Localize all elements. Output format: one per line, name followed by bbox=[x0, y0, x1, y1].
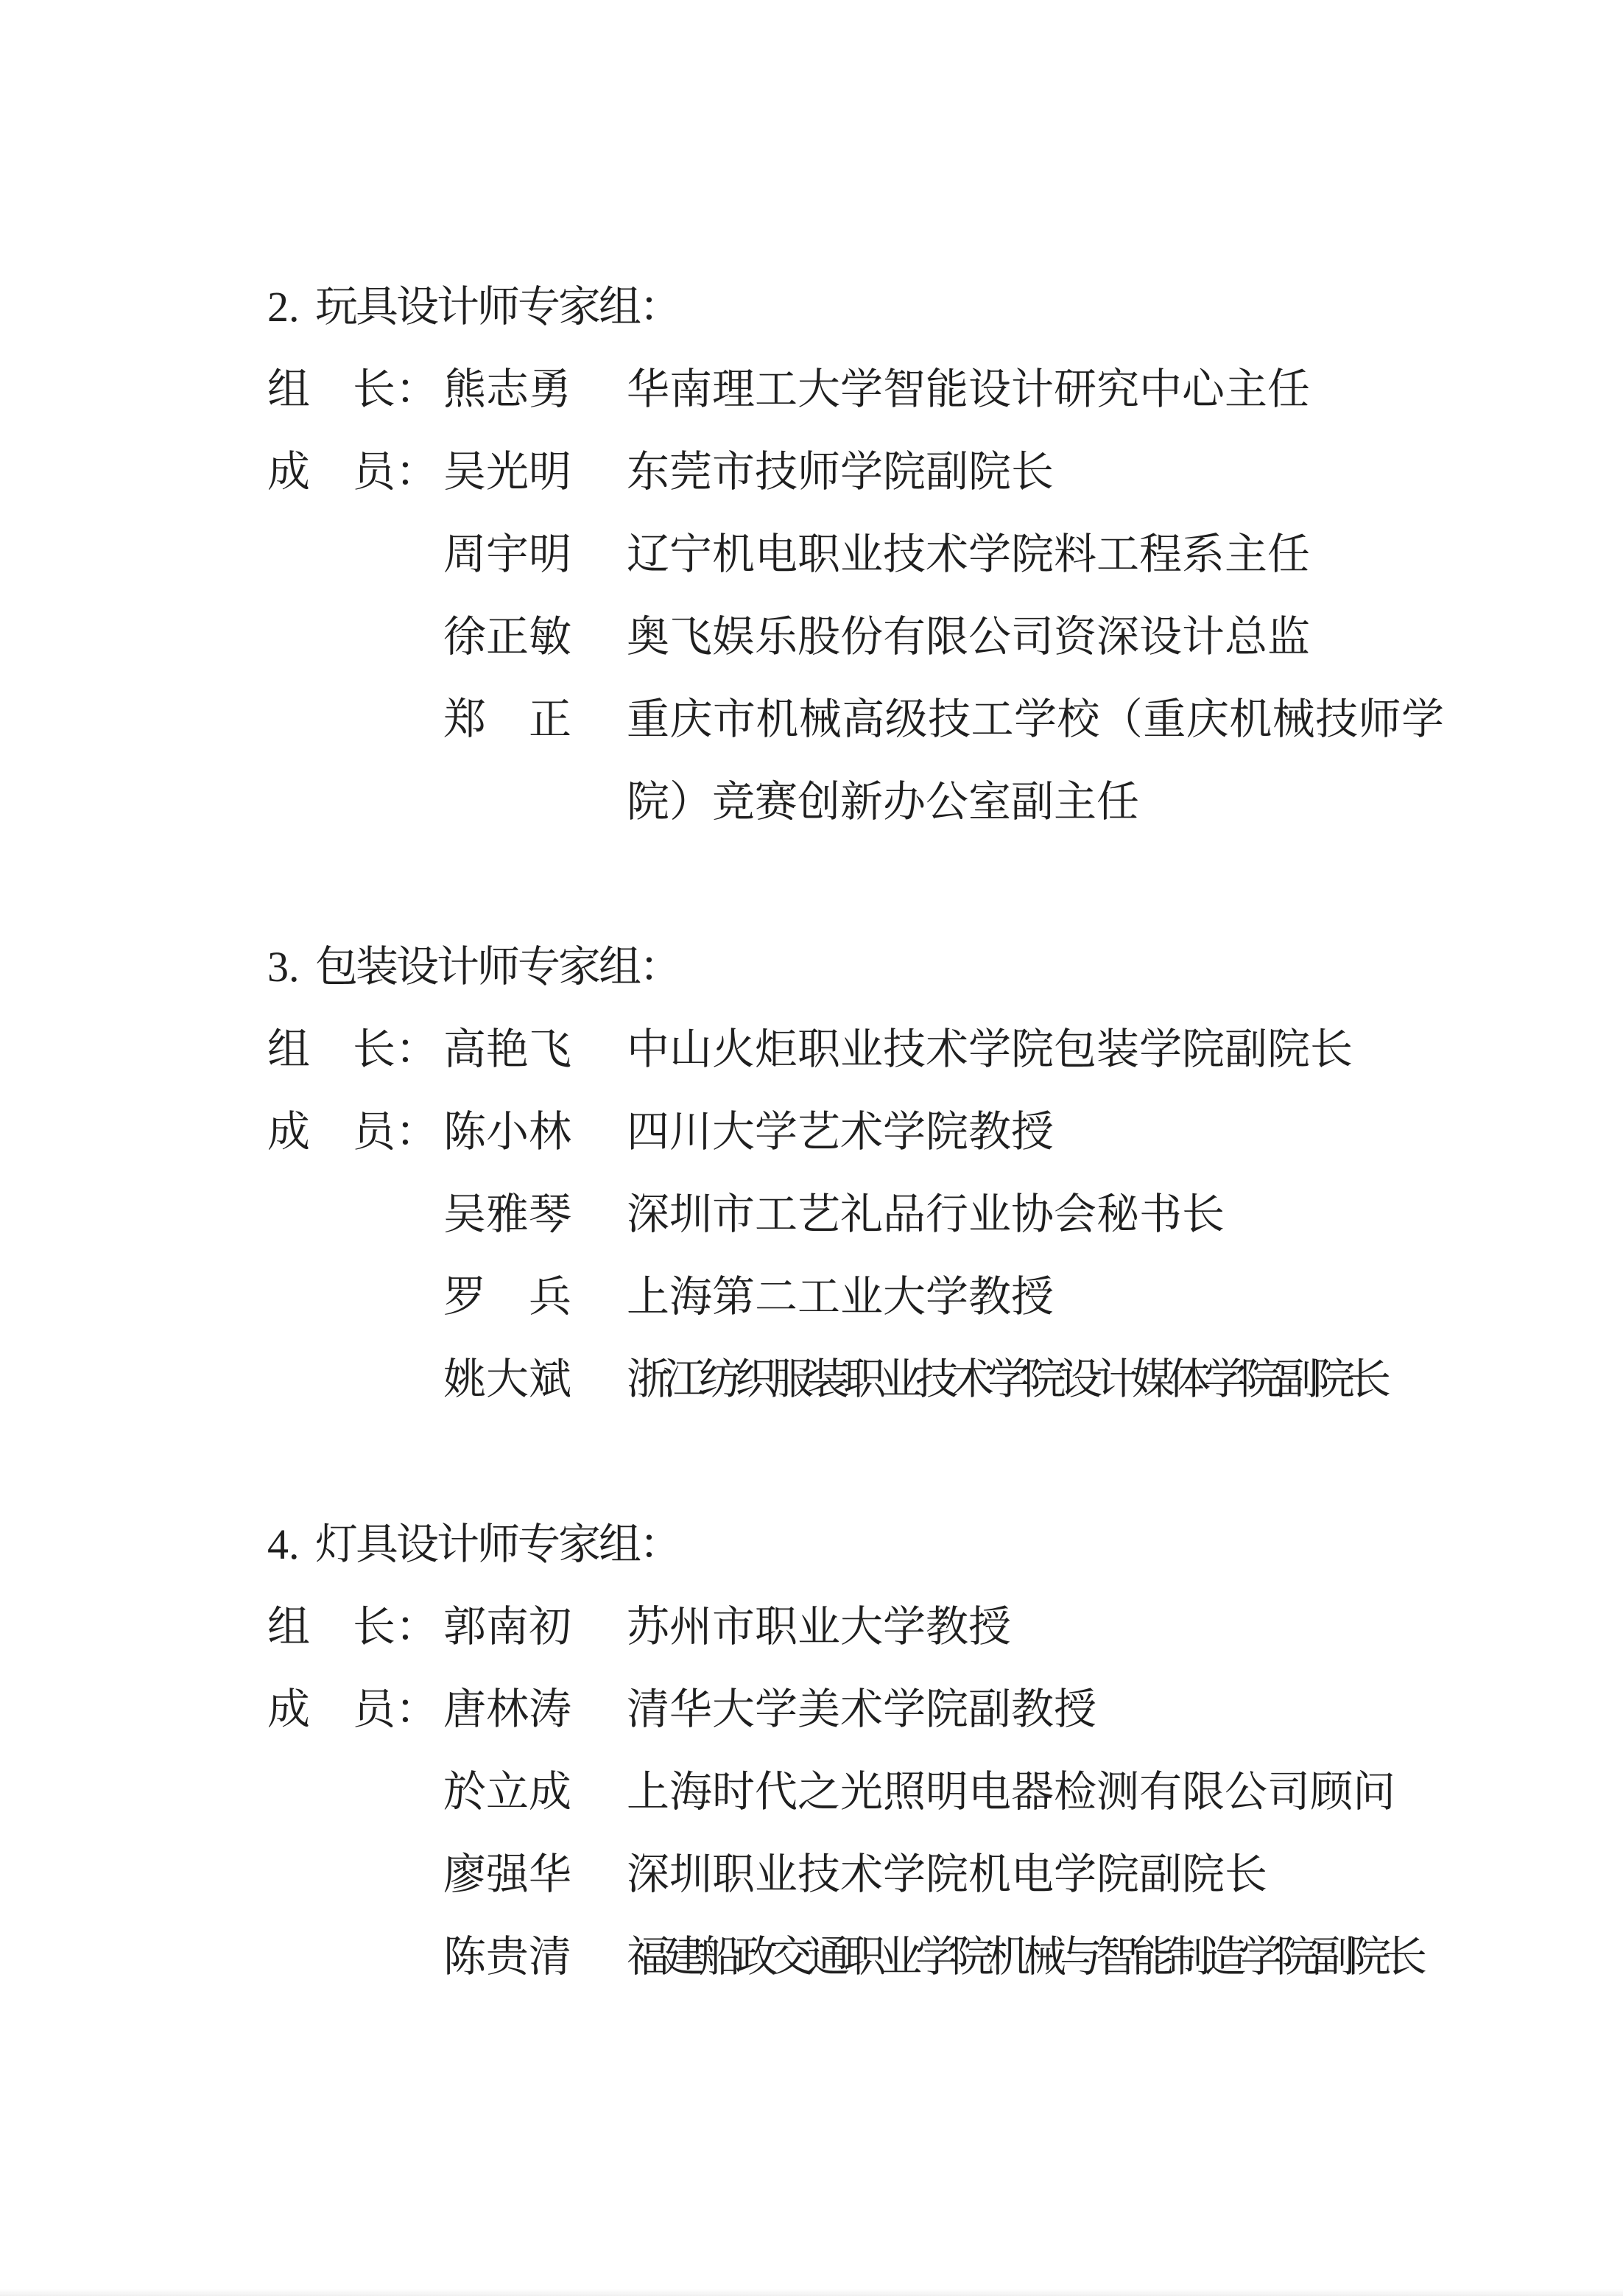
member-institution: 辽宁机电职业技术学院料工程系主任 bbox=[627, 530, 1311, 578]
member-name: 熊志勇 bbox=[443, 365, 572, 413]
group-heading-number: 4. bbox=[267, 1520, 300, 1568]
member-name: 郑正 bbox=[443, 695, 571, 743]
group-heading bbox=[267, 266, 1623, 348]
role-label: 组 长： bbox=[267, 365, 439, 413]
member-institution: 深圳市工艺礼品行业协会秘书长 bbox=[627, 1190, 1225, 1238]
member-name: 徐正敏 bbox=[443, 613, 572, 661]
expert-row bbox=[267, 1008, 1623, 1091]
group-heading bbox=[267, 1503, 1623, 1586]
expert-row bbox=[267, 678, 1623, 843]
member-name: 罗兵 bbox=[443, 1273, 571, 1321]
group-rows bbox=[267, 348, 1623, 843]
role-label: 成 员： bbox=[267, 1108, 439, 1156]
member-institution: 中山火炬职业技术学院包装学院副院长 bbox=[627, 1025, 1353, 1073]
member-institution: 华南理工大学智能设计研究中心主任 bbox=[627, 365, 1311, 413]
member-institution: 福建船政交通职业学院机械与智能制造学院副院长 bbox=[627, 1933, 1421, 1981]
member-institution: 苏州市职业大学教授 bbox=[627, 1603, 1012, 1651]
expert-row bbox=[267, 596, 1623, 678]
group-rows bbox=[267, 1008, 1623, 1421]
expert-row bbox=[267, 1916, 1623, 1998]
role-label: 成 员： bbox=[267, 1685, 439, 1733]
expert-row bbox=[267, 1833, 1623, 1916]
group-heading-text: 包装设计师专家组： bbox=[315, 943, 680, 991]
member-institution: 重庆市机械高级技工学校（重庆机械技师学院）竞赛创新办公室副主任 bbox=[627, 695, 1444, 826]
member-name: 於立成 bbox=[443, 1768, 572, 1816]
expert-row bbox=[267, 1256, 1623, 1338]
group-heading-number: 3. bbox=[267, 943, 300, 991]
group-heading bbox=[267, 926, 1623, 1008]
group-heading-number: 2. bbox=[267, 283, 300, 331]
expert-row bbox=[267, 1338, 1623, 1421]
member-institution: 深圳职业技术学院机电学院副院长 bbox=[627, 1850, 1268, 1898]
role-label: 组 长： bbox=[267, 1025, 439, 1073]
member-name: 姚大斌 bbox=[443, 1355, 572, 1403]
member-institution: 浙江纺织服装职业技术学院设计媒体学院副院长 bbox=[627, 1355, 1385, 1403]
member-name: 高艳飞 bbox=[443, 1025, 572, 1073]
expert-row bbox=[267, 348, 1623, 431]
group-rows bbox=[267, 1586, 1623, 1998]
expert-row bbox=[267, 1173, 1623, 1256]
member-institution: 清华大学美术学院副教授 bbox=[627, 1685, 1097, 1733]
member-institution: 奥飞娱乐股份有限公司资深设计总监 bbox=[627, 613, 1311, 661]
member-name: 陈小林 bbox=[443, 1108, 572, 1156]
member-name: 廖强华 bbox=[443, 1850, 572, 1898]
member-name: 吴雅琴 bbox=[443, 1190, 572, 1238]
member-name: 郭南初 bbox=[443, 1603, 572, 1651]
group-heading-text: 灯具设计师专家组： bbox=[315, 1520, 680, 1568]
expert-row bbox=[267, 513, 1623, 596]
member-institution: 四川大学艺术学院教授 bbox=[627, 1108, 1055, 1156]
member-name: 陈贵清 bbox=[443, 1933, 572, 1981]
role-label: 成 员： bbox=[267, 448, 439, 496]
member-institution: 上海时代之光照明电器检测有限公司顾问 bbox=[627, 1768, 1396, 1816]
member-institution: 东莞市技师学院副院长 bbox=[627, 448, 1055, 496]
member-institution: 上海第二工业大学教授 bbox=[627, 1273, 1055, 1321]
member-name: 唐林涛 bbox=[443, 1685, 572, 1733]
expert-row bbox=[267, 1668, 1623, 1751]
expert-row bbox=[267, 1751, 1623, 1833]
role-label: 组 长： bbox=[267, 1603, 439, 1651]
member-name: 周宇明 bbox=[443, 530, 572, 578]
expert-row bbox=[267, 1586, 1623, 1668]
expert-row bbox=[267, 1091, 1623, 1173]
expert-row bbox=[267, 431, 1623, 513]
member-name: 吴光明 bbox=[443, 448, 572, 496]
group-heading-text: 玩具设计师专家组： bbox=[315, 283, 680, 331]
